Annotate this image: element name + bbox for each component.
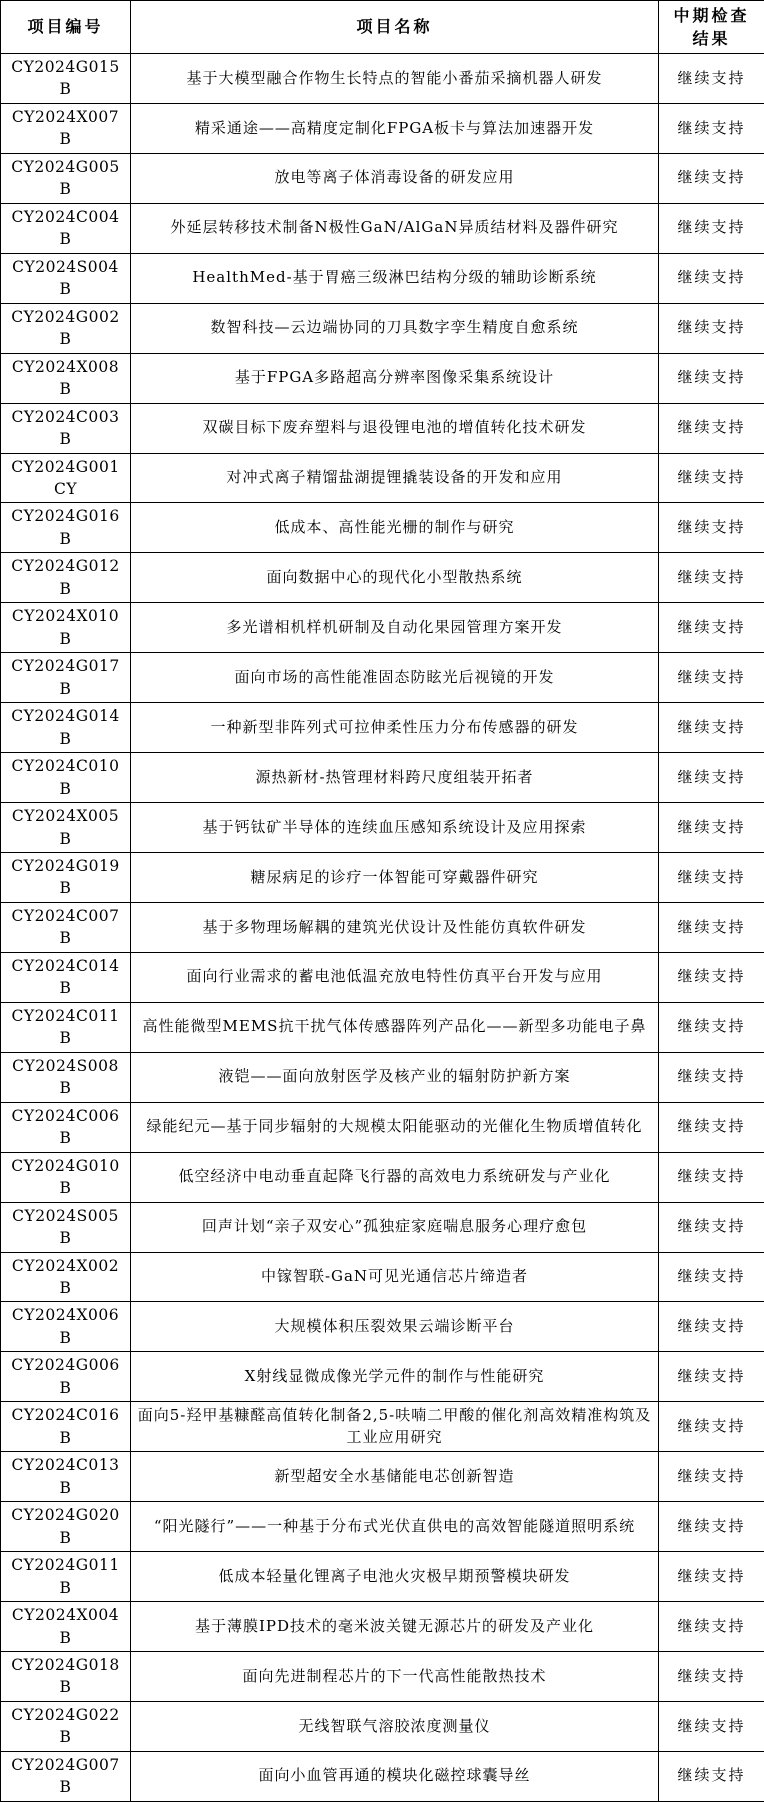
project-name-cell: 源热新材-热管理材料跨尺度组装开拓者 [131, 753, 659, 803]
table-row [1, 1052, 764, 1102]
table-row [1, 253, 764, 303]
project-code-cell: CY2024X010B [1, 603, 131, 653]
project-name-cell: 放电等离子体消毒设备的研发应用 [131, 153, 659, 203]
project-name-cell: 基于多物理场解耦的建筑光伏设计及性能仿真软件研发 [131, 902, 659, 952]
result-cell: 继续支持 [659, 54, 764, 104]
project-code-cell: CY2024G019B [1, 853, 131, 903]
result-cell: 继续支持 [659, 153, 764, 203]
project-name-cell: 低成本、高性能光栅的制作与研究 [131, 503, 659, 553]
project-code-cell: CY2024G010B [1, 1152, 131, 1202]
result-cell: 继续支持 [659, 753, 764, 803]
table-row [1, 54, 764, 104]
result-cell: 继续支持 [659, 1352, 764, 1402]
project-name-cell: 面向市场的高性能准固态防眩光后视镜的开发 [131, 653, 659, 703]
project-name-cell: 双碳目标下废弃塑料与退役锂电池的增值转化技术研发 [131, 403, 659, 453]
project-code-cell: CY2024G016B [1, 503, 131, 553]
result-cell: 继续支持 [659, 703, 764, 753]
project-name-cell: 低空经济中电动垂直起降飞行器的高效电力系统研发与产业化 [131, 1152, 659, 1202]
table-row [1, 753, 764, 803]
project-name-cell: 基于FPGA多路超高分辨率图像采集系统设计 [131, 353, 659, 403]
project-name-cell: “阳光隧行”——一种基于分布式光伏直供电的高效智能隧道照明系统 [131, 1502, 659, 1552]
project-name-cell: 面向数据中心的现代化小型散热系统 [131, 553, 659, 603]
table-row [1, 1152, 764, 1202]
project-code-cell: CY2024G015B [1, 54, 131, 104]
table-row [1, 453, 764, 503]
project-code-cell: CY2024S005B [1, 1202, 131, 1252]
result-cell: 继续支持 [659, 853, 764, 903]
project-name-cell: 多光谱相机样机研制及自动化果园管理方案开发 [131, 603, 659, 653]
project-name-cell: HealthMed-基于胃癌三级淋巴结构分级的辅助诊断系统 [131, 253, 659, 303]
result-cell: 继续支持 [659, 1002, 764, 1052]
result-cell: 继续支持 [659, 1452, 764, 1502]
table-row [1, 1102, 764, 1152]
project-name-cell: 面向先进制程芯片的下一代高性能散热技术 [131, 1652, 659, 1702]
project-name-cell: 基于大模型融合作物生长特点的智能小番茄采摘机器人研发 [131, 54, 659, 104]
project-code-cell: CY2024C007B [1, 902, 131, 952]
project-name-cell: 糖尿病足的诊疗一体智能可穿戴器件研究 [131, 853, 659, 903]
project-code-cell: CY2024G001CY [1, 453, 131, 503]
table-row [1, 902, 764, 952]
project-code-cell: CY2024C004B [1, 203, 131, 253]
result-cell: 继续支持 [659, 1652, 764, 1702]
table-row [1, 503, 764, 553]
project-code-cell: CY2024X004B [1, 1602, 131, 1652]
project-name-cell: X射线显微成像光学元件的制作与性能研究 [131, 1352, 659, 1402]
header-project-code: 项目编号 [1, 1, 131, 54]
result-cell: 继续支持 [659, 952, 764, 1002]
project-code-cell: CY2024C006B [1, 1102, 131, 1152]
result-cell: 继续支持 [659, 353, 764, 403]
project-code-cell: CY2024C013B [1, 1452, 131, 1502]
project-code-cell: CY2024G007B [1, 1751, 131, 1801]
table-row [1, 1751, 764, 1801]
project-name-cell: 基于钙钛矿半导体的连续血压感知系统设计及应用探索 [131, 803, 659, 853]
result-cell: 继续支持 [659, 1302, 764, 1352]
table-row [1, 603, 764, 653]
project-name-cell: 基于薄膜IPD技术的毫米波关键无源芯片的研发及产业化 [131, 1602, 659, 1652]
table-row [1, 952, 764, 1002]
project-code-cell: CY2024G014B [1, 703, 131, 753]
table-row [1, 1352, 764, 1402]
table-body [1, 54, 764, 1802]
project-name-cell: 面向5-羟甲基糠醛高值转化制备2,5-呋喃二甲酸的催化剂高效精准构筑及工业应用研究 [131, 1402, 659, 1452]
project-name-cell: 精采通途——高精度定制化FPGA板卡与算法加速器开发 [131, 103, 659, 153]
result-cell: 继续支持 [659, 1502, 764, 1552]
project-name-cell: 无线智联气溶胶浓度测量仪 [131, 1701, 659, 1751]
project-code-cell: CY2024G018B [1, 1652, 131, 1702]
project-code-cell: CY2024C011B [1, 1002, 131, 1052]
result-cell: 继续支持 [659, 1052, 764, 1102]
project-code-cell: CY2024C016B [1, 1402, 131, 1452]
table-row [1, 553, 764, 603]
project-code-cell: CY2024X005B [1, 803, 131, 853]
header-row [1, 1, 764, 54]
result-cell: 继续支持 [659, 1252, 764, 1302]
result-cell: 继续支持 [659, 1751, 764, 1801]
project-name-cell: 对冲式离子精馏盐湖提锂撬装设备的开发和应用 [131, 453, 659, 503]
project-name-cell: 面向小血管再通的模块化磁控球囊导丝 [131, 1751, 659, 1801]
table-row [1, 1701, 764, 1751]
project-code-cell: CY2024C014B [1, 952, 131, 1002]
result-cell: 继续支持 [659, 1102, 764, 1152]
table-row [1, 303, 764, 353]
table-row [1, 1652, 764, 1702]
project-name-cell: 中镓智联-GaN可见光通信芯片缔造者 [131, 1252, 659, 1302]
table-row [1, 803, 764, 853]
table-row [1, 1302, 764, 1352]
project-name-cell: 回声计划“亲子双安心”孤独症家庭喘息服务心理疗愈包 [131, 1202, 659, 1252]
table-row [1, 653, 764, 703]
project-code-cell: CY2024X002B [1, 1252, 131, 1302]
result-cell: 继续支持 [659, 1602, 764, 1652]
table-row [1, 1552, 764, 1602]
header-midterm-result-line1: 中期检查 [665, 4, 758, 27]
project-code-cell: CY2024G006B [1, 1352, 131, 1402]
table-row [1, 1002, 764, 1052]
table-row [1, 1502, 764, 1552]
result-cell: 继续支持 [659, 1552, 764, 1602]
result-cell: 继续支持 [659, 503, 764, 553]
project-code-cell: CY2024C003B [1, 403, 131, 453]
project-name-cell: 高性能微型MEMS抗干扰气体传感器阵列产品化——新型多功能电子鼻 [131, 1002, 659, 1052]
result-cell: 继续支持 [659, 1402, 764, 1452]
table-row [1, 1452, 764, 1502]
project-code-cell: CY2024S008B [1, 1052, 131, 1102]
result-cell: 继续支持 [659, 103, 764, 153]
project-name-cell: 面向行业需求的蓄电池低温充放电特性仿真平台开发与应用 [131, 952, 659, 1002]
result-cell: 继续支持 [659, 1701, 764, 1751]
project-code-cell: CY2024G012B [1, 553, 131, 603]
table-row [1, 153, 764, 203]
project-name-cell: 低成本轻量化锂离子电池火灾极早期预警模块研发 [131, 1552, 659, 1602]
result-cell: 继续支持 [659, 553, 764, 603]
result-cell: 继续支持 [659, 253, 764, 303]
result-cell: 继续支持 [659, 203, 764, 253]
project-name-cell: 外延层转移技术制备N极性GaN/AlGaN异质结材料及器件研究 [131, 203, 659, 253]
project-code-cell: CY2024X007B [1, 103, 131, 153]
table-row [1, 1202, 764, 1252]
project-code-cell: CY2024G002B [1, 303, 131, 353]
result-cell: 继续支持 [659, 303, 764, 353]
project-name-cell: 液铠——面向放射医学及核产业的辐射防护新方案 [131, 1052, 659, 1102]
project-code-cell: CY2024G020B [1, 1502, 131, 1552]
project-name-cell: 新型超安全水基储能电芯创新智造 [131, 1452, 659, 1502]
result-cell: 继续支持 [659, 1152, 764, 1202]
header-midterm-result-line2: 结果 [665, 27, 758, 50]
project-name-cell: 数智科技—云边端协同的刀具数字孪生精度自愈系统 [131, 303, 659, 353]
project-name-cell: 大规模体积压裂效果云端诊断平台 [131, 1302, 659, 1352]
table-row [1, 353, 764, 403]
project-code-cell: CY2024X006B [1, 1302, 131, 1352]
project-code-cell: CY2024G011B [1, 1552, 131, 1602]
table-row [1, 1602, 764, 1652]
table-row [1, 103, 764, 153]
table-row [1, 203, 764, 253]
project-code-cell: CY2024S004B [1, 253, 131, 303]
project-code-cell: CY2024C010B [1, 753, 131, 803]
result-cell: 继续支持 [659, 603, 764, 653]
result-cell: 继续支持 [659, 453, 764, 503]
table-row [1, 853, 764, 903]
project-code-cell: CY2024G017B [1, 653, 131, 703]
project-code-cell: CY2024G022B [1, 1701, 131, 1751]
result-cell: 继续支持 [659, 902, 764, 952]
header-project-name: 项目名称 [131, 1, 659, 54]
result-cell: 继续支持 [659, 803, 764, 853]
project-name-cell: 一种新型非阵列式可拉伸柔性压力分布传感器的研发 [131, 703, 659, 753]
result-cell: 继续支持 [659, 403, 764, 453]
project-code-cell: CY2024X008B [1, 353, 131, 403]
result-cell: 继续支持 [659, 1202, 764, 1252]
table-row [1, 1402, 764, 1452]
table-row [1, 1252, 764, 1302]
header-midterm-result [659, 1, 764, 54]
table-row [1, 703, 764, 753]
table-row [1, 403, 764, 453]
project-name-cell: 绿能纪元—基于同步辐射的大规模太阳能驱动的光催化生物质增值转化 [131, 1102, 659, 1152]
project-code-cell: CY2024G005B [1, 153, 131, 203]
result-cell: 继续支持 [659, 653, 764, 703]
